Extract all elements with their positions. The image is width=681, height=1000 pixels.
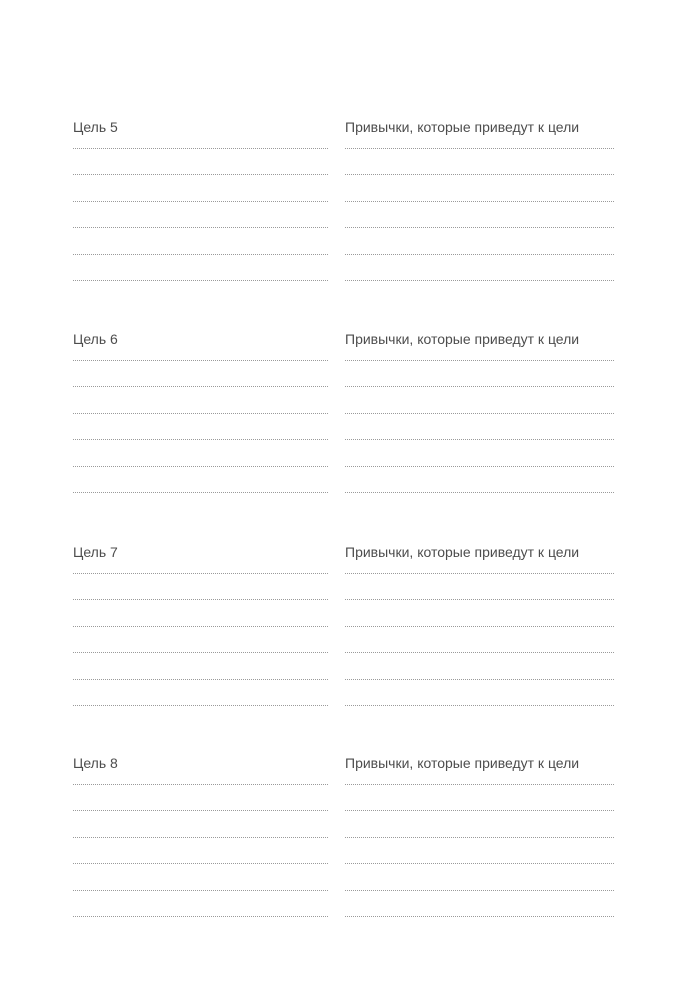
goal-writing-lines — [73, 360, 328, 518]
writing-line[interactable] — [345, 254, 614, 255]
writing-line[interactable] — [345, 466, 614, 467]
writing-line[interactable] — [345, 705, 614, 706]
goal-section-6 — [0, 330, 681, 530]
writing-line[interactable] — [73, 413, 328, 414]
writing-line[interactable] — [345, 174, 614, 175]
writing-line[interactable] — [73, 784, 328, 785]
goal-label: Цель 5 — [73, 119, 118, 135]
habits-writing-lines — [345, 148, 614, 306]
writing-line[interactable] — [73, 863, 328, 864]
writing-line[interactable] — [73, 439, 328, 440]
writing-line[interactable] — [73, 599, 328, 600]
writing-line[interactable] — [73, 837, 328, 838]
writing-line[interactable] — [345, 439, 614, 440]
writing-line[interactable] — [345, 201, 614, 202]
writing-line[interactable] — [345, 413, 614, 414]
writing-line[interactable] — [345, 890, 614, 891]
habits-label: Привычки, которые приведут к цели — [345, 544, 580, 560]
habits-column — [345, 118, 614, 136]
writing-line[interactable] — [345, 492, 614, 493]
writing-line[interactable] — [73, 386, 328, 387]
habits-writing-lines — [345, 784, 614, 942]
goal-section-7 — [0, 543, 681, 743]
writing-line[interactable] — [345, 573, 614, 574]
habits-column — [345, 543, 614, 561]
writing-line[interactable] — [345, 863, 614, 864]
writing-line[interactable] — [345, 227, 614, 228]
writing-line[interactable] — [345, 837, 614, 838]
goal-column — [73, 754, 328, 772]
writing-line[interactable] — [73, 254, 328, 255]
writing-line[interactable] — [73, 890, 328, 891]
goal-writing-lines — [73, 573, 328, 731]
writing-line[interactable] — [345, 148, 614, 149]
writing-line[interactable] — [345, 916, 614, 917]
habits-writing-lines — [345, 573, 614, 731]
habits-writing-lines — [345, 360, 614, 518]
writing-line[interactable] — [73, 360, 328, 361]
writing-line[interactable] — [73, 626, 328, 627]
goal-writing-lines — [73, 148, 328, 306]
writing-line[interactable] — [345, 784, 614, 785]
goal-section-8 — [0, 754, 681, 954]
writing-line[interactable] — [345, 810, 614, 811]
writing-line[interactable] — [73, 227, 328, 228]
writing-line[interactable] — [73, 466, 328, 467]
writing-line[interactable] — [345, 280, 614, 281]
goal-column — [73, 330, 328, 348]
goal-section-5 — [0, 118, 681, 318]
writing-line[interactable] — [345, 652, 614, 653]
writing-line[interactable] — [73, 201, 328, 202]
habits-column — [345, 330, 614, 348]
writing-line[interactable] — [345, 626, 614, 627]
writing-line[interactable] — [345, 386, 614, 387]
goal-label: Цель 6 — [73, 331, 118, 347]
habits-label: Привычки, которые приведут к цели — [345, 119, 580, 135]
goal-column — [73, 543, 328, 561]
goal-label: Цель 7 — [73, 544, 118, 560]
writing-line[interactable] — [345, 360, 614, 361]
goal-column — [73, 118, 328, 136]
writing-line[interactable] — [73, 148, 328, 149]
writing-line[interactable] — [345, 599, 614, 600]
habits-label: Привычки, которые приведут к цели — [345, 755, 580, 771]
writing-line[interactable] — [73, 679, 328, 680]
writing-line[interactable] — [73, 280, 328, 281]
habits-label: Привычки, которые приведут к цели — [345, 331, 580, 347]
writing-line[interactable] — [73, 652, 328, 653]
writing-line[interactable] — [73, 573, 328, 574]
writing-line[interactable] — [73, 174, 328, 175]
writing-line[interactable] — [345, 679, 614, 680]
writing-line[interactable] — [73, 492, 328, 493]
goal-label: Цель 8 — [73, 755, 118, 771]
writing-line[interactable] — [73, 810, 328, 811]
writing-line[interactable] — [73, 705, 328, 706]
goal-writing-lines — [73, 784, 328, 942]
writing-line[interactable] — [73, 916, 328, 917]
habits-column — [345, 754, 614, 772]
